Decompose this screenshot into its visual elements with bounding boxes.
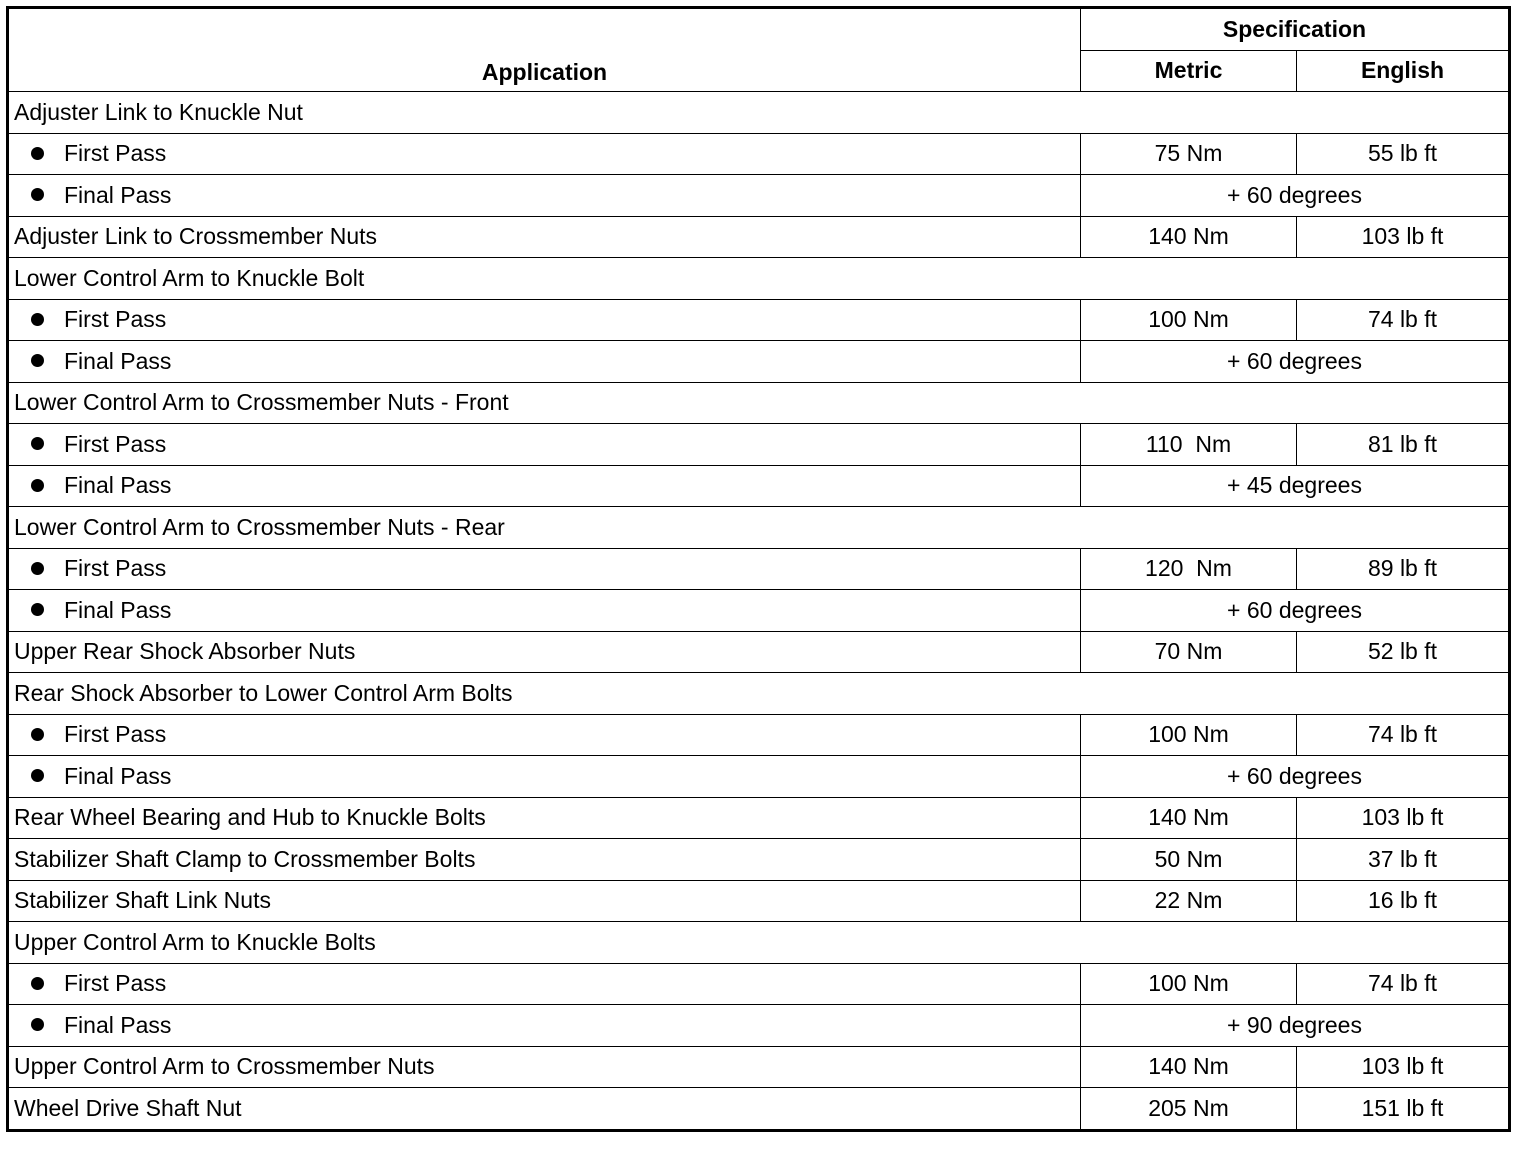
table-row	[8, 590, 1510, 632]
table-row	[8, 963, 1510, 1005]
english-cell-text: 103 lb ft	[1361, 223, 1444, 250]
table-row	[8, 92, 1510, 134]
english-cell-text: 103 lb ft	[1361, 1053, 1444, 1080]
application-cell	[8, 382, 1510, 424]
application-cell-text: Upper Rear Shock Absorber Nuts	[14, 638, 356, 665]
application-cell	[8, 839, 1081, 881]
step-cell-text: Final Pass	[64, 181, 172, 208]
table-row	[8, 465, 1510, 507]
metric-cell-text: 140 Nm	[1148, 804, 1229, 831]
english-cell	[1297, 797, 1510, 839]
application-cell-text: Rear Shock Absorber to Lower Control Arm Bolts	[14, 679, 513, 706]
table-row	[8, 797, 1510, 839]
step-cell-text: Final Pass	[64, 472, 172, 499]
english-cell	[1297, 714, 1510, 756]
english-column-header: English	[1297, 50, 1510, 92]
application-cell	[8, 507, 1510, 549]
application-cell-text: Rear Wheel Bearing and Hub to Knuckle Bolts	[14, 804, 486, 831]
angle-cell-text: + 60 degrees	[1227, 347, 1362, 374]
english-cell	[1297, 299, 1510, 341]
angle-cell-text: + 60 degrees	[1227, 181, 1362, 208]
application-cell-text: Upper Control Arm to Knuckle Bolts	[14, 928, 376, 955]
metric-cell	[1081, 1046, 1297, 1088]
english-cell-text: 81 lb ft	[1367, 430, 1438, 457]
english-cell	[1297, 1046, 1510, 1088]
step-cell-text: Final Pass	[64, 347, 172, 374]
metric-cell	[1081, 299, 1297, 341]
table-row	[8, 299, 1510, 341]
application-cell-text: Stabilizer Shaft Link Nuts	[14, 887, 271, 914]
metric-cell	[1081, 1088, 1297, 1131]
metric-cell-text: 50 Nm	[1154, 845, 1223, 872]
english-cell-text: 151 lb ft	[1361, 1094, 1444, 1121]
application-cell-text: Lower Control Arm to Knuckle Bolt	[14, 264, 365, 291]
step-cell-text: First Pass	[64, 721, 167, 748]
step-cell-text: First Pass	[64, 970, 167, 997]
application-cell-text: Adjuster Link to Crossmember Nuts	[14, 223, 378, 250]
english-cell	[1297, 133, 1510, 175]
application-cell	[8, 797, 1081, 839]
english-cell-text: 16 lb ft	[1367, 887, 1438, 914]
application-cell	[8, 1088, 1081, 1131]
table-row	[8, 1088, 1510, 1131]
step-cell	[8, 133, 1081, 175]
metric-cell	[1081, 963, 1297, 1005]
angle-cell-text: + 60 degrees	[1227, 762, 1362, 789]
application-cell-text: Stabilizer Shaft Clamp to Crossmember Bolts	[14, 845, 476, 872]
metric-cell	[1081, 797, 1297, 839]
bullet-icon	[31, 603, 44, 616]
application-cell	[8, 922, 1510, 964]
metric-cell-text: 120 Nm	[1145, 555, 1232, 582]
bullet-icon	[31, 479, 44, 492]
table-row	[8, 880, 1510, 922]
english-cell	[1297, 216, 1510, 258]
english-cell	[1297, 963, 1510, 1005]
table-row	[8, 922, 1510, 964]
english-cell	[1297, 839, 1510, 881]
table-row	[8, 341, 1510, 383]
step-cell	[8, 465, 1081, 507]
table-row	[8, 507, 1510, 549]
table-row	[8, 548, 1510, 590]
step-cell	[8, 756, 1081, 798]
table-row	[8, 133, 1510, 175]
step-cell-text: First Pass	[64, 306, 167, 333]
application-cell	[8, 673, 1510, 715]
english-cell-text: 55 lb ft	[1367, 140, 1438, 167]
angle-cell	[1081, 756, 1510, 798]
step-cell	[8, 341, 1081, 383]
step-cell-text: First Pass	[64, 430, 167, 457]
metric-cell	[1081, 714, 1297, 756]
english-cell-text: 89 lb ft	[1367, 555, 1438, 582]
angle-cell	[1081, 1005, 1510, 1047]
metric-cell-text: 110 Nm	[1145, 430, 1232, 457]
bullet-icon	[31, 313, 44, 326]
metric-cell-text: 100 Nm	[1148, 721, 1229, 748]
metric-column-header: Metric	[1081, 50, 1297, 92]
metric-cell-text: 100 Nm	[1148, 306, 1229, 333]
metric-cell	[1081, 424, 1297, 466]
step-cell	[8, 590, 1081, 632]
metric-cell-text: 205 Nm	[1148, 1094, 1229, 1121]
angle-cell-text: + 60 degrees	[1227, 596, 1362, 623]
table-row	[8, 258, 1510, 300]
bullet-icon	[31, 437, 44, 450]
metric-cell-text: 22 Nm	[1154, 887, 1223, 914]
bullet-icon	[31, 1018, 44, 1031]
metric-cell-text: 70 Nm	[1154, 638, 1223, 665]
table-row	[8, 756, 1510, 798]
angle-cell	[1081, 465, 1510, 507]
table-row	[8, 424, 1510, 466]
bullet-icon	[31, 188, 44, 201]
table-row	[8, 1046, 1510, 1088]
torque-spec-table	[6, 6, 1511, 1132]
bullet-icon	[31, 769, 44, 782]
application-cell-text: Wheel Drive Shaft Nut	[14, 1094, 242, 1121]
angle-cell	[1081, 341, 1510, 383]
specification-column-header: Specification	[1081, 8, 1510, 51]
english-cell-text: 52 lb ft	[1367, 638, 1438, 665]
table-row	[8, 1005, 1510, 1047]
step-cell	[8, 175, 1081, 217]
english-cell	[1297, 1088, 1510, 1131]
bullet-icon	[31, 728, 44, 741]
table-row	[8, 631, 1510, 673]
table-row	[8, 714, 1510, 756]
metric-cell	[1081, 880, 1297, 922]
application-cell-text: Lower Control Arm to Crossmember Nuts - Rear	[14, 513, 505, 540]
english-cell	[1297, 548, 1510, 590]
english-cell-text: 103 lb ft	[1361, 804, 1444, 831]
metric-cell	[1081, 839, 1297, 881]
application-cell	[8, 216, 1081, 258]
step-cell-text: First Pass	[64, 555, 167, 582]
step-cell-text: First Pass	[64, 140, 167, 167]
english-cell	[1297, 631, 1510, 673]
table-row	[8, 216, 1510, 258]
table-row	[8, 673, 1510, 715]
application-cell	[8, 1046, 1081, 1088]
metric-cell-text: 100 Nm	[1148, 970, 1229, 997]
bullet-icon	[31, 354, 44, 367]
english-cell-text: 74 lb ft	[1367, 970, 1438, 997]
step-cell	[8, 548, 1081, 590]
table-row	[8, 382, 1510, 424]
bullet-icon	[31, 977, 44, 990]
application-cell	[8, 258, 1510, 300]
metric-cell	[1081, 133, 1297, 175]
bullet-icon	[31, 562, 44, 575]
metric-cell	[1081, 548, 1297, 590]
application-cell-text: Adjuster Link to Knuckle Nut	[14, 98, 303, 125]
step-cell	[8, 963, 1081, 1005]
application-cell	[8, 631, 1081, 673]
english-cell-text: 74 lb ft	[1367, 306, 1438, 333]
step-cell-text: Final Pass	[64, 1011, 172, 1038]
application-cell	[8, 92, 1510, 134]
table-row	[8, 839, 1510, 881]
table-body	[8, 92, 1510, 1131]
step-cell-text: Final Pass	[64, 762, 172, 789]
angle-cell-text: + 45 degrees	[1227, 472, 1362, 499]
step-cell	[8, 714, 1081, 756]
table-row	[8, 175, 1510, 217]
english-cell-text: 37 lb ft	[1367, 845, 1438, 872]
step-cell	[8, 424, 1081, 466]
table-header	[8, 8, 1510, 92]
step-cell	[8, 299, 1081, 341]
application-cell-text: Upper Control Arm to Crossmember Nuts	[14, 1053, 435, 1080]
application-cell-text: Lower Control Arm to Crossmember Nuts - Front	[14, 389, 509, 416]
angle-cell	[1081, 175, 1510, 217]
angle-cell-text: + 90 degrees	[1227, 1011, 1362, 1038]
header-row-top	[8, 8, 1510, 51]
application-column-header: Application	[8, 8, 1081, 92]
step-cell-text: Final Pass	[64, 596, 172, 623]
application-cell	[8, 880, 1081, 922]
english-cell-text: 74 lb ft	[1367, 721, 1438, 748]
metric-cell	[1081, 631, 1297, 673]
metric-cell-text: 140 Nm	[1148, 223, 1229, 250]
metric-cell-text: 75 Nm	[1154, 140, 1223, 167]
metric-cell	[1081, 216, 1297, 258]
step-cell	[8, 1005, 1081, 1047]
english-cell	[1297, 424, 1510, 466]
bullet-icon	[31, 147, 44, 160]
metric-cell-text: 140 Nm	[1148, 1053, 1229, 1080]
english-cell	[1297, 880, 1510, 922]
angle-cell	[1081, 590, 1510, 632]
